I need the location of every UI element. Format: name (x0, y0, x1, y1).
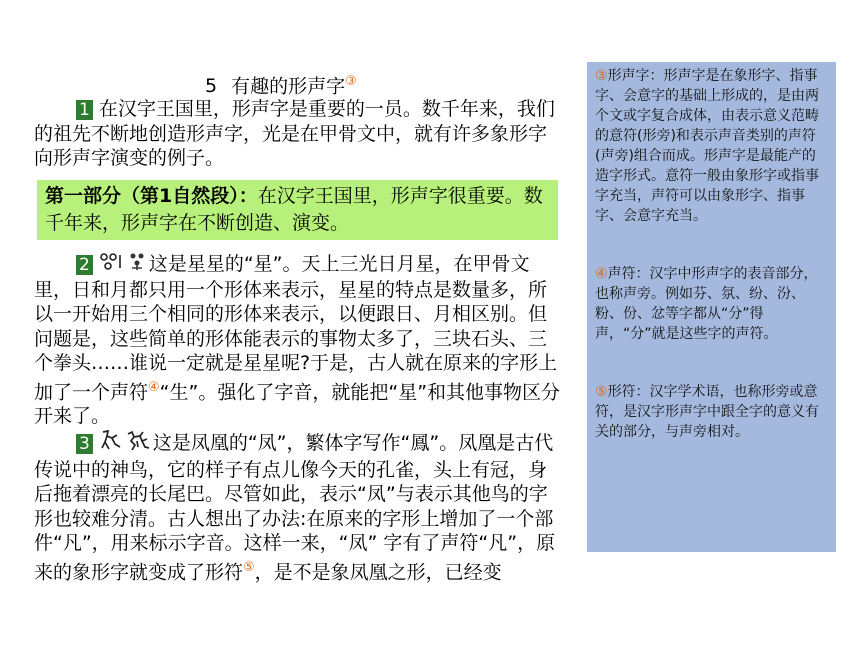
summary-body: 在汉字王国里，形声字很重要。数千年来，形声字在不断创造、演变。 (45, 185, 543, 234)
footnotes-panel (587, 62, 836, 552)
lesson-title (205, 70, 357, 98)
paragraph-3 (34, 429, 564, 584)
paragraph-3-text-a: 这是凤凰的“凤”，繁体字写作“鳳”。凤凰是古代传说中的神鸟，它的样子有点儿像今天的孔雀，头上有冠，身后拖着漂亮的长尾巴。尽管如此，表示“凤”与表示其他鸟的字形也较难分清。古人想出了办法:在原来的字形上增加了一个部件“凡”，用来标示字音。这样一来，“凤” 字有了声符“凡”，原来的象形字就变成了形符 (34, 431, 556, 583)
footnote-mark-4: ④ (595, 266, 608, 282)
paragraph-1 (34, 97, 564, 171)
footnote-ref-4: ④ (148, 379, 160, 395)
oracle-phoenix-glyph-icon (99, 429, 123, 458)
paragraph-number-2: 2 (76, 255, 93, 275)
paragraph-2 (34, 251, 564, 429)
oracle-phoenix-variant-glyph-icon (125, 429, 151, 458)
summary-heading: 第一部分（第1自然段）： (45, 185, 258, 207)
paragraph-1-text: 在汉字王国里，形声字是重要的一员。数千年来，我们的祖先不断地创造形声字，光是在甲骨文中，就有许多象形字向形声字演变的例子。 (34, 98, 555, 169)
footnote-3 (595, 66, 828, 226)
paragraph-3-text-b: ，是不是象凤凰之形，已经变 (254, 560, 502, 583)
oracle-star-variant-glyph-icon (127, 251, 147, 278)
paragraph-number-1: 1 (76, 100, 93, 120)
footnote-3-text: 形声字：形声字是在象形字、指事字、会意字的基础上形成的，是由两个文或字复合成体，由表示意义范畴的意符(形旁)和表示声音类别的声符(声旁)组合而成。形声字是最能产的造字形式。意符一般由象形字或指事字充当，声符可以由象形字、指事字、会意字充当。 (595, 68, 819, 224)
footnote-mark-5: ⑤ (595, 384, 608, 400)
paragraph-2-text-a: 这是星星的“星”。天上三光日月星，在甲骨文里，日和月都只用一个形体来表示，星星的特点是数量多，所以一开始用三个相同的形体来表示，以便跟日、月相区别。但问题是，这些简单的形体能表示的事物太多了，三块石头、三个拳头……谁说一定就是星星呢?于是，古人就在原来的字形上加了一个声符 (34, 252, 558, 403)
footnote-mark-3: ③ (595, 68, 608, 84)
footnote-ref-5: ⑤ (243, 559, 255, 575)
paragraph-number-3: 3 (76, 434, 93, 454)
lesson-number: 5 (205, 75, 218, 98)
lesson-title-text: 有趣的形声字 (231, 75, 346, 98)
footnote-5 (595, 382, 828, 442)
paragraph-2-text-b: “生”。强化了字音，就能把“星”和其他事物区分开来了。 (34, 380, 561, 428)
footnote-4-text: 声符：汉字中形声字的表音部分，也称声旁。例如芬、氛、纷、汾、粉、份、忿等字都从“分”得声，“分”就是这些字的声符。 (595, 266, 818, 342)
footnote-4 (595, 264, 828, 344)
oracle-star-glyph-icon (99, 251, 125, 278)
title-footnote-ref: ③ (345, 74, 357, 89)
part-summary-box (37, 180, 558, 240)
footnote-5-text: 形符：汉字学术语，也称形旁或意符，是汉字形声字中跟全字的意义有关的部分，与声旁相对。 (595, 384, 819, 440)
